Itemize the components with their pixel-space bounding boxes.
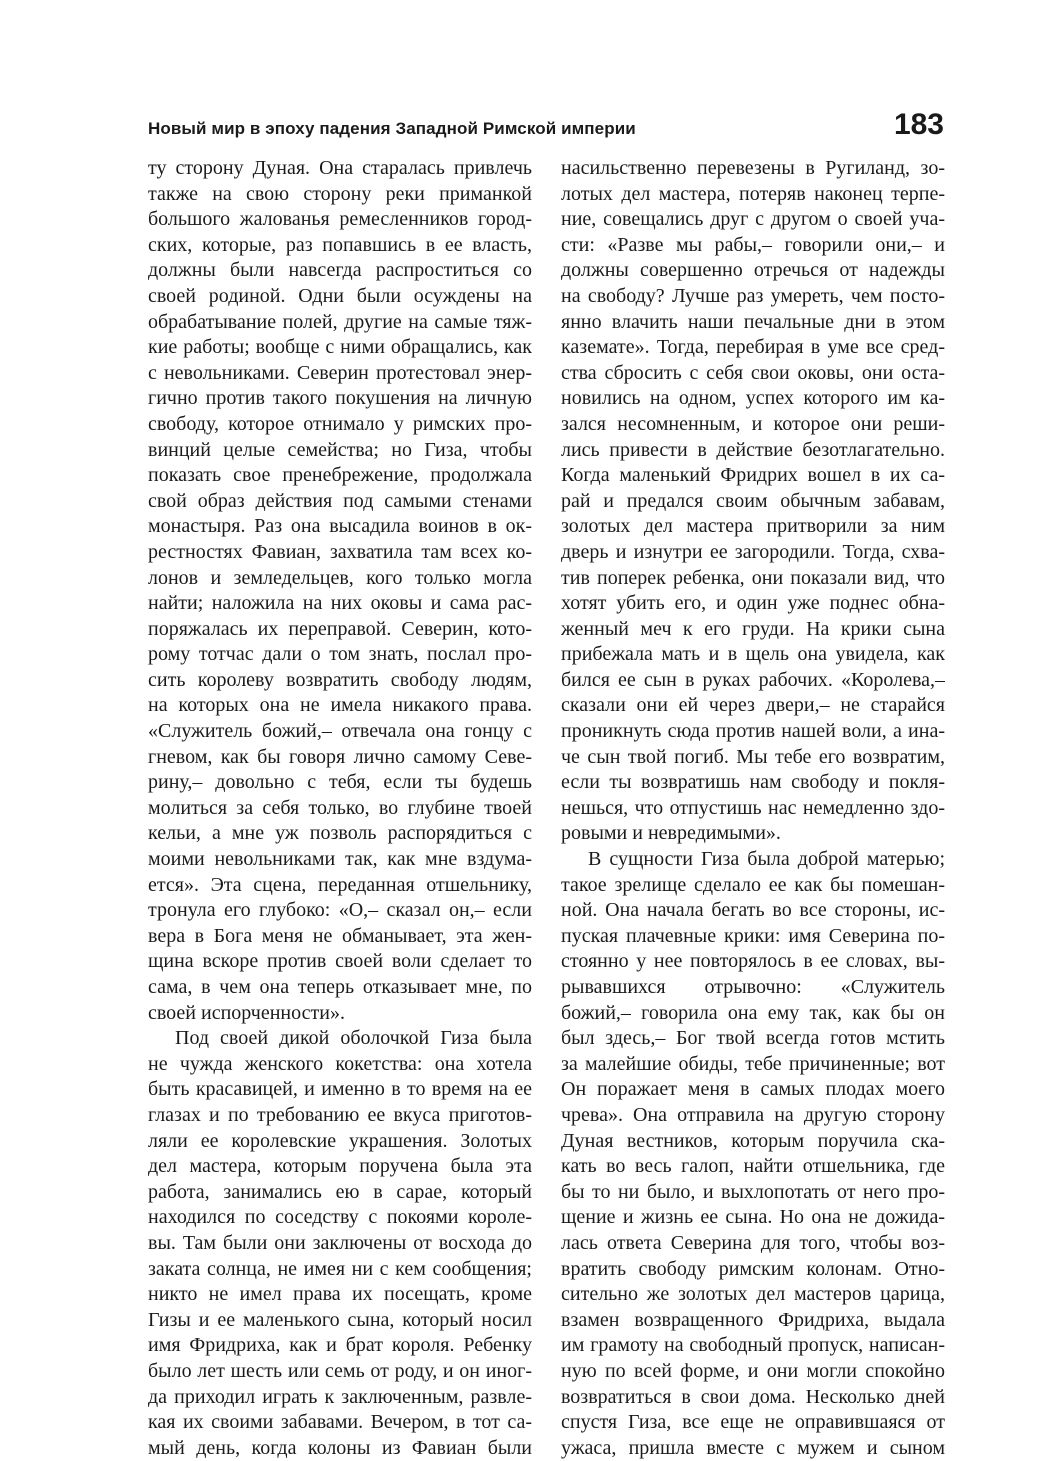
- text-line: лотых дел мастера, потеряв наконец терпе-: [561, 182, 945, 205]
- text-line: гневом, как бы говоря лично самому Севе-: [148, 745, 532, 768]
- text-line: заката солнца, не имея ни с кем сообщения;: [148, 1257, 532, 1280]
- text-line: Гизы и ее маленького сына, который носил: [148, 1308, 532, 1331]
- page-header: [148, 108, 944, 148]
- text-line: работа, занимались ею в сарае, который: [148, 1180, 532, 1203]
- text-line: щение и жизнь ее сына. Но она не дожида-: [561, 1206, 945, 1229]
- text-line: проникнуть сюда против нашей воли, а ина-: [561, 720, 945, 743]
- text-line: новились на одном, успех которого им ка-: [561, 387, 945, 410]
- text-line: моими невольниками так, как мне вздума-: [148, 848, 532, 871]
- text-line: лись привести в действие безотлагательно.: [561, 438, 945, 461]
- text-line: чрева». Она отправила на другую сторону: [561, 1103, 945, 1126]
- text-line: бился ее сын в руках рабочих. «Королева,–: [561, 668, 945, 691]
- text-line: должны были навсегда распроститься со: [148, 259, 532, 282]
- text-line: Под своей дикой оболочкой Гиза была: [175, 1027, 532, 1050]
- text-line: кельи, а мне уж позволь распорядиться с: [148, 822, 532, 845]
- text-line: сама, в чем она теперь отказывает мне, по: [148, 976, 532, 998]
- text-line: находился по соседству с покоями короле-: [148, 1206, 532, 1229]
- text-line: женный меч к его груди. На крики сына: [561, 617, 945, 640]
- text-line: взамен возвращенного Фридриха, выдала: [561, 1308, 945, 1331]
- text-line: своей родиной. Одни были осуждены на: [148, 284, 532, 307]
- text-line: винций целые семейства; но Гиза, чтобы: [148, 438, 532, 461]
- page-number: 183: [893, 108, 944, 141]
- text-line: бы то ни было, и выхлопотать от него про-: [561, 1180, 945, 1203]
- text-line: ную по всей форме, и они могли спокойно: [561, 1359, 945, 1382]
- text-line: стоянно у нее повторялось в ее словах, вы-: [561, 950, 945, 973]
- text-line: имя Фридриха, как и брат короля. Ребенку: [148, 1334, 532, 1357]
- text-line: обрабатывание полей, другие на самые тяж-: [148, 310, 532, 333]
- text-line: хотят убить его, и один уже поднес обна-: [561, 592, 945, 615]
- text-line: им грамоту на свободный пропуск, написан-: [561, 1334, 945, 1357]
- text-line: найти; наложила на них оковы и сама рас-: [148, 592, 532, 615]
- right-text-column: [561, 156, 945, 1461]
- text-line: ной. Она начала бегать во все стороны, ис-: [561, 899, 945, 922]
- text-line: быть красавицей, и именно в то время на ее: [148, 1078, 532, 1101]
- text-line: сительно же золотых дел мастеров царица,: [561, 1283, 945, 1306]
- text-line: вера в Бога меня не обманывает, эта жен-: [148, 924, 532, 947]
- running-title: Новый мир в эпоху падения Западной Римской империи: [148, 119, 636, 138]
- text-line: не чужда женского кокетства: она хотела: [148, 1052, 532, 1075]
- text-line: тронула его глубоко: «О,– сказал он,– если: [148, 899, 532, 922]
- text-line: молиться за себя только, во глубине твоей: [148, 796, 532, 819]
- text-line: показать свое пренебрежение, продолжала: [148, 464, 532, 487]
- text-line: сказали они ей через двери,– не старайся: [561, 694, 945, 717]
- text-line: янно влачить наши печальные дни в этом: [561, 310, 945, 333]
- text-line: если ты возвратишь нам свободу и покля-: [561, 771, 945, 794]
- text-line: на свободу? Лучше раз умереть, чем посто-: [561, 284, 945, 307]
- text-line: каземате». Тогда, перебирая в уме все сред-: [561, 336, 945, 359]
- text-line: тив поперек ребенка, они показали вид, что: [561, 566, 945, 589]
- text-line: насильственно перевезены в Ругиланд, зо-: [561, 157, 945, 179]
- text-line: своей испорченности».: [148, 1001, 345, 1024]
- text-line: кать во весь галоп, найти отшельника, где: [561, 1155, 945, 1178]
- text-line: на которых она не имела никакого права.: [148, 694, 532, 717]
- text-line: прибежала мать и в щель она увидела, как: [561, 643, 945, 666]
- text-line: нешься, что отпустишь нас немедленно здо-: [561, 796, 945, 819]
- text-line: ства сбросить с себя свои оковы, они оста-: [561, 361, 945, 384]
- text-line: рому тотчас дали о том знать, послал про-: [148, 643, 532, 666]
- text-line: за малейшие обиды, тебе причиненные; вот: [561, 1052, 945, 1075]
- text-line: глазах и по требованию ее вкуса приготов-: [148, 1103, 532, 1126]
- text-line: ровыми и невредимыми».: [561, 822, 781, 845]
- text-line: Когда маленький Фридрих вошел в их са-: [561, 464, 945, 487]
- text-line: было лет шесть или семь от роду, и он иног-: [148, 1359, 532, 1382]
- text-line: такое зрелище сделало ее как бы помешан-: [561, 873, 945, 896]
- text-line: рай и предался своим обычным забавам,: [561, 489, 945, 512]
- text-line: лонов и земледельцев, кого только могла: [148, 566, 532, 589]
- text-line: вратить свободу римским колонам. Отно-: [561, 1257, 945, 1280]
- left-text-column: [148, 156, 532, 1461]
- text-line: также на свою сторону реки приманкой: [148, 182, 532, 205]
- text-line: Он поражает меня в самых плодах моего: [561, 1078, 945, 1101]
- text-line: сить королеву возвратить свободу людям,: [148, 668, 532, 691]
- text-line: «Служитель божий,– отвечала она гонцу с: [148, 720, 532, 743]
- text-line: монастыря. Раз она высадила воинов в ок-: [148, 515, 532, 538]
- text-line: возвратиться в свои дома. Несколько дней: [561, 1385, 945, 1408]
- text-line: В сущности Гиза была доброй матерью;: [588, 848, 945, 871]
- text-line: че сын твой погиб. Мы тебе его возвратим,: [561, 745, 945, 768]
- text-line: свой образ действия под самыми стенами: [148, 489, 532, 512]
- text-line: большого жалованья ремесленников город-: [148, 208, 532, 231]
- text-line: рестностях Фавиан, захватила там всех ко-: [148, 540, 532, 563]
- text-line: пуская плачевные крики: имя Северина по-: [561, 924, 945, 947]
- text-line: зался несомненным, и которое они реши-: [561, 412, 945, 435]
- text-line: да приходил играть к заключенным, развле-: [148, 1385, 532, 1408]
- text-line: рину,– довольно с тебя, если ты будешь: [148, 771, 532, 794]
- text-line: дверь и изнутри ее загородили. Тогда, схва-: [561, 540, 945, 563]
- text-line: ние, совещались друг с другом о своей уча-: [561, 208, 945, 231]
- text-line: ских, которые, раз попавшись в ее власть,: [148, 233, 532, 256]
- text-line: ется». Эта сцена, переданная отшельнику,: [148, 873, 532, 896]
- text-line: никто не имел права их посещать, кроме: [148, 1283, 532, 1306]
- text-line: должны совершенно отречься от надежды: [561, 259, 945, 282]
- text-line: свободу, которое отнимало у римских про-: [148, 412, 532, 435]
- text-line: щина вскоре против своей воли сделает то: [148, 950, 532, 973]
- text-line: гично против такого покушения на личную: [148, 387, 532, 410]
- text-line: рывавшихся отрывочно: «Служитель: [561, 976, 945, 998]
- text-line: вы. Там были они заключены от восхода до: [148, 1231, 532, 1254]
- text-line: сти: «Разве мы рабы,– говорили они,– и: [561, 233, 945, 256]
- text-line: с невольниками. Северин протестовал энер-: [148, 361, 532, 384]
- text-line: мый день, когда колоны из Фавиан были: [148, 1436, 532, 1459]
- text-line: был здесь,– Бог твой всегда готов мстить: [561, 1027, 945, 1050]
- text-line: поряжалась их переправой. Северин, кото-: [148, 617, 532, 640]
- text-line: дел мастера, которым поручена была эта: [148, 1155, 532, 1178]
- text-line: кая их своими забавами. Вечером, в тот са-: [148, 1411, 532, 1434]
- text-line: спустя Гиза, все еще не оправившаяся от: [561, 1411, 945, 1434]
- text-line: Дуная вестников, которым поручила ска-: [561, 1129, 945, 1152]
- text-line: ляли ее королевские украшения. Золотых: [148, 1129, 532, 1152]
- text-line: ужаса, пришла вместе с мужем и сыном: [561, 1436, 945, 1459]
- text-line: лась ответа Северина для того, чтобы воз-: [561, 1231, 945, 1254]
- text-line: божий,– говорила она ему так, как бы он: [561, 1001, 945, 1024]
- text-line: кие работы; вообще с ними обращались, как: [148, 336, 532, 359]
- text-line: ту сторону Дуная. Она старалась привлечь: [148, 157, 532, 179]
- text-line: золотых дел мастера притворили за ним: [561, 515, 945, 538]
